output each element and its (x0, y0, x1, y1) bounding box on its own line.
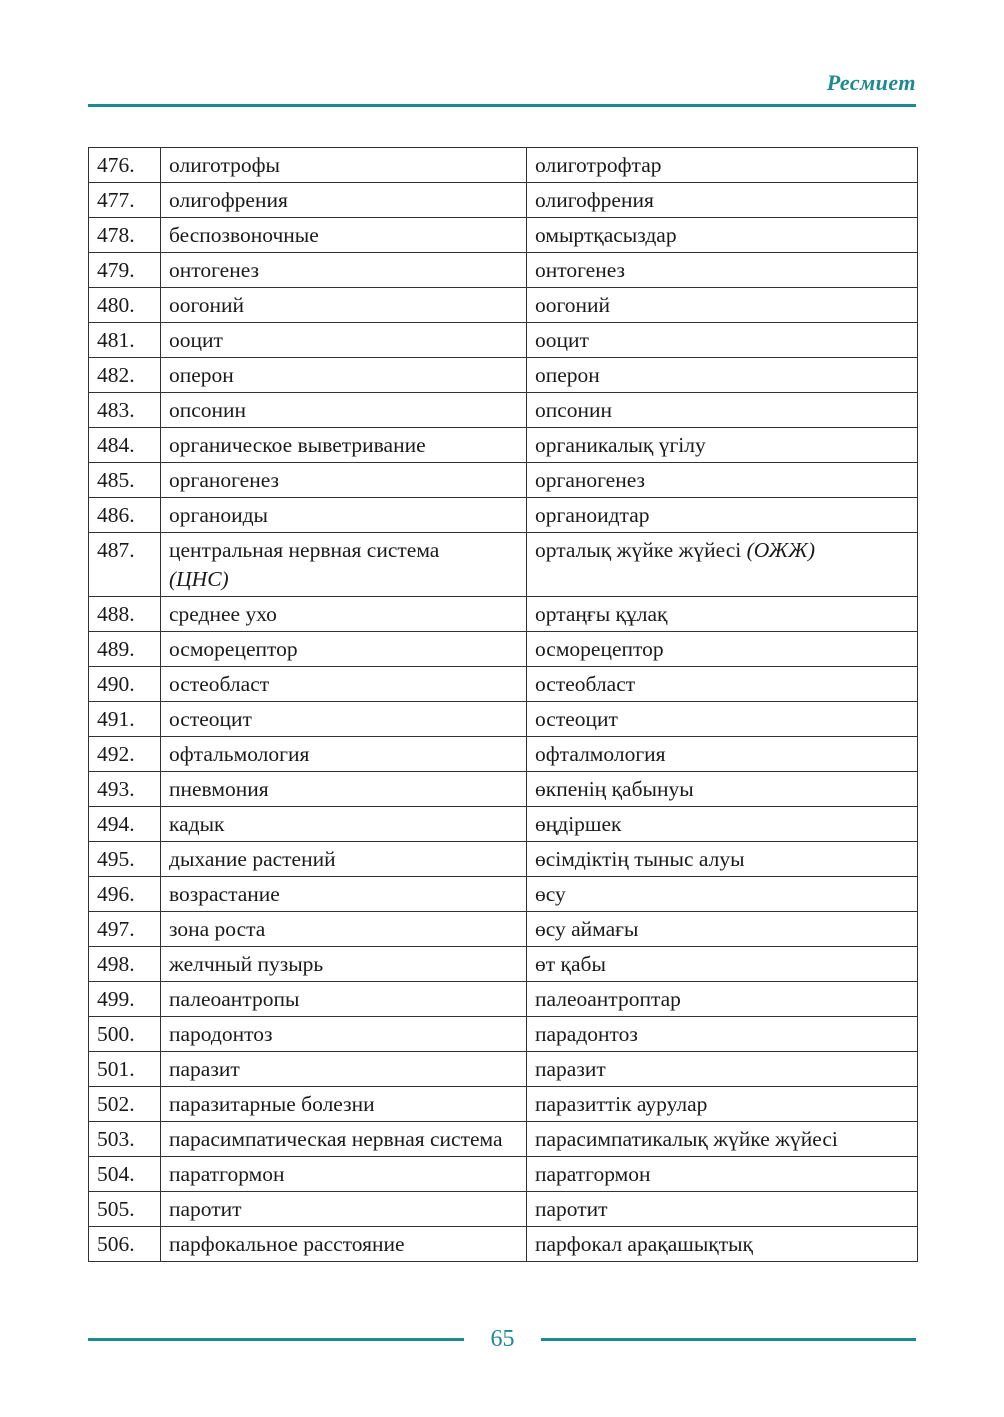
term-russian-text: паротит (169, 1197, 242, 1221)
term-russian-text: осморецептор (169, 637, 298, 661)
table-row (89, 428, 918, 463)
term-russian-text: среднее ухо (169, 602, 277, 626)
term-russian (161, 1157, 527, 1192)
term-kazakh (527, 1227, 918, 1262)
term-number: 495. (89, 842, 161, 877)
term-number: 480. (89, 288, 161, 323)
glossary-body (89, 148, 918, 1262)
term-kazakh (527, 183, 918, 218)
term-kazakh-text: парфокал арақашықтық (535, 1232, 753, 1256)
term-kazakh-text: осморецептор (535, 637, 664, 661)
term-number: 479. (89, 253, 161, 288)
term-russian (161, 498, 527, 533)
term-russian-text: олигофрения (169, 188, 288, 212)
term-russian-text: зона роста (169, 917, 266, 941)
term-russian (161, 877, 527, 912)
term-russian-text: палеоантропы (169, 987, 300, 1011)
term-kazakh-text: оперон (535, 363, 600, 387)
term-russian-text: беспозвоночные (169, 223, 319, 247)
term-russian-text: органическое выветривание (169, 433, 426, 457)
term-russian (161, 842, 527, 877)
term-number: 491. (89, 702, 161, 737)
table-row (89, 807, 918, 842)
term-russian-text: онтогенез (169, 258, 259, 282)
term-russian (161, 288, 527, 323)
term-number: 501. (89, 1052, 161, 1087)
term-number: 481. (89, 323, 161, 358)
term-kazakh (527, 772, 918, 807)
term-russian-text: центральная нервная система (169, 538, 440, 562)
term-kazakh-text: олигофрения (535, 188, 654, 212)
table-row (89, 702, 918, 737)
term-kazakh (527, 1157, 918, 1192)
term-number: 505. (89, 1192, 161, 1227)
term-kazakh (527, 323, 918, 358)
table-row (89, 183, 918, 218)
term-number: 490. (89, 667, 161, 702)
term-russian (161, 183, 527, 218)
term-number: 476. (89, 148, 161, 183)
term-kazakh-text: өсімдіктің тыныс алуы (535, 847, 745, 871)
table-row (89, 498, 918, 533)
table-row (89, 982, 918, 1017)
term-number: 487. (89, 533, 161, 597)
term-russian (161, 253, 527, 288)
term-russian (161, 1192, 527, 1227)
term-kazakh-text: омыртқасыздар (535, 223, 677, 247)
term-number: 492. (89, 737, 161, 772)
term-russian-text: парфокальное расстояние (169, 1232, 405, 1256)
table-row (89, 737, 918, 772)
table-row (89, 1122, 918, 1157)
term-kazakh (527, 1122, 918, 1157)
glossary-table (88, 147, 918, 1262)
term-kazakh-text: паразит (535, 1057, 606, 1081)
term-kazakh-text: ооцит (535, 328, 589, 352)
table-row (89, 323, 918, 358)
header-rule (88, 104, 916, 107)
term-kazakh (527, 463, 918, 498)
term-russian (161, 358, 527, 393)
term-kazakh-text: өкпенің қабынуы (535, 777, 694, 801)
term-kazakh (527, 842, 918, 877)
term-russian-text: офтальмология (169, 742, 310, 766)
footer-rule-right (541, 1338, 916, 1341)
table-row (89, 358, 918, 393)
term-kazakh-text: остеобласт (535, 672, 636, 696)
term-number: 504. (89, 1157, 161, 1192)
table-row (89, 148, 918, 183)
term-kazakh (527, 667, 918, 702)
term-kazakh (527, 1192, 918, 1227)
term-kazakh-text: паротит (535, 1197, 608, 1221)
table-row (89, 533, 918, 597)
term-russian-text: остеоцит (169, 707, 252, 731)
term-kazakh (527, 702, 918, 737)
term-kazakh (527, 253, 918, 288)
term-number: 485. (89, 463, 161, 498)
table-row (89, 947, 918, 982)
term-russian (161, 463, 527, 498)
term-russian-text: возрастание (169, 882, 280, 906)
table-row (89, 393, 918, 428)
term-kazakh-text: палеоантроптар (535, 987, 681, 1011)
term-russian-text: паратгормон (169, 1162, 285, 1186)
term-kazakh (527, 632, 918, 667)
term-kazakh-text: органогенез (535, 468, 645, 492)
term-kazakh (527, 218, 918, 253)
table-row (89, 1052, 918, 1087)
term-russian (161, 982, 527, 1017)
term-kazakh-text: өт қабы (535, 952, 606, 976)
term-russian-text: остеобласт (169, 672, 270, 696)
term-russian (161, 667, 527, 702)
table-row (89, 253, 918, 288)
term-russian-text: органоиды (169, 503, 269, 527)
term-kazakh (527, 358, 918, 393)
term-kazakh (527, 1087, 918, 1122)
term-kazakh (527, 393, 918, 428)
term-kazakh (527, 877, 918, 912)
footer-rule-left (88, 1338, 464, 1341)
term-number: 484. (89, 428, 161, 463)
section-title: Ресмиет (826, 70, 916, 95)
term-number: 493. (89, 772, 161, 807)
term-kazakh-text: өсу аймағы (535, 917, 639, 941)
term-russian (161, 148, 527, 183)
term-russian-text: органогенез (169, 468, 279, 492)
term-russian-text: пародонтоз (169, 1022, 273, 1046)
term-russian (161, 218, 527, 253)
term-russian-text: опсонин (169, 398, 247, 422)
term-kazakh (527, 737, 918, 772)
term-number: 502. (89, 1087, 161, 1122)
table-row (89, 667, 918, 702)
term-kazakh (527, 1052, 918, 1087)
table-row (89, 877, 918, 912)
table-row (89, 632, 918, 667)
term-kazakh (527, 912, 918, 947)
term-kazakh-text: органикалық үгілу (535, 433, 706, 457)
term-kazakh-text: өңдіршек (535, 812, 622, 836)
term-number: 497. (89, 912, 161, 947)
term-kazakh-abbreviation: (ОЖЖ) (746, 538, 816, 562)
term-number: 489. (89, 632, 161, 667)
term-kazakh (527, 533, 918, 597)
term-number: 483. (89, 393, 161, 428)
term-russian (161, 1087, 527, 1122)
term-russian (161, 323, 527, 358)
term-kazakh (527, 428, 918, 463)
term-kazakh-text: онтогенез (535, 258, 625, 282)
term-russian (161, 428, 527, 463)
term-kazakh-text: парасимпатикалық жүйке жүйесі (535, 1127, 838, 1151)
term-russian (161, 1017, 527, 1052)
term-number: 503. (89, 1122, 161, 1157)
term-russian-text: паразит (169, 1057, 240, 1081)
term-russian (161, 632, 527, 667)
term-number: 482. (89, 358, 161, 393)
term-kazakh (527, 597, 918, 632)
term-russian (161, 533, 527, 597)
term-russian-text: дыхание растений (169, 847, 336, 871)
term-number: 506. (89, 1227, 161, 1262)
table-row (89, 218, 918, 253)
term-kazakh-text: парадонтоз (535, 1022, 638, 1046)
table-row (89, 772, 918, 807)
term-kazakh-text: органоидтар (535, 503, 650, 527)
term-russian-text: паразитарные болезни (169, 1092, 375, 1116)
table-row (89, 1192, 918, 1227)
term-russian-text: парасимпатическая нервная система (169, 1127, 503, 1151)
term-kazakh-text: офталмология (535, 742, 666, 766)
term-kazakh-text: олиготрофтар (535, 153, 662, 177)
term-russian (161, 807, 527, 842)
term-number: 500. (89, 1017, 161, 1052)
term-number: 499. (89, 982, 161, 1017)
term-number: 496. (89, 877, 161, 912)
term-russian-text: олиготрофы (169, 153, 280, 177)
table-row (89, 842, 918, 877)
term-russian (161, 772, 527, 807)
term-number: 477. (89, 183, 161, 218)
term-number: 498. (89, 947, 161, 982)
term-russian (161, 912, 527, 947)
term-kazakh (527, 1017, 918, 1052)
table-row (89, 1227, 918, 1262)
term-kazakh-text: паратгормон (535, 1162, 651, 1186)
table-row (89, 463, 918, 498)
term-russian-text: кадык (169, 812, 225, 836)
term-kazakh (527, 982, 918, 1017)
table-row (89, 1017, 918, 1052)
term-number: 488. (89, 597, 161, 632)
term-russian (161, 393, 527, 428)
table-row (89, 912, 918, 947)
table-row (89, 1157, 918, 1192)
term-russian (161, 947, 527, 982)
term-kazakh-text: остеоцит (535, 707, 618, 731)
term-number: 486. (89, 498, 161, 533)
term-russian-text: оперон (169, 363, 234, 387)
term-russian (161, 1227, 527, 1262)
term-kazakh-text: орталық жүйке жүйесі (535, 538, 742, 562)
term-russian-abbreviation: (ЦНС) (169, 567, 229, 591)
term-russian-text: пневмония (169, 777, 269, 801)
term-russian-text: оогоний (169, 293, 245, 317)
term-russian (161, 1052, 527, 1087)
table-row (89, 1087, 918, 1122)
term-kazakh (527, 498, 918, 533)
term-kazakh-text: ортаңғы құлақ (535, 602, 668, 626)
term-kazakh-text: оогоний (535, 293, 611, 317)
table-row (89, 597, 918, 632)
term-kazakh-text: опсонин (535, 398, 613, 422)
table-row (89, 288, 918, 323)
term-kazakh-text: өсу (535, 882, 566, 906)
term-kazakh (527, 148, 918, 183)
term-russian (161, 702, 527, 737)
term-russian (161, 737, 527, 772)
term-russian-text: желчный пузырь (169, 952, 324, 976)
term-kazakh (527, 947, 918, 982)
term-number: 494. (89, 807, 161, 842)
page-number: 65 (490, 1326, 515, 1352)
term-kazakh (527, 807, 918, 842)
term-russian (161, 597, 527, 632)
term-number: 478. (89, 218, 161, 253)
term-kazakh (527, 288, 918, 323)
term-kazakh-text: паразиттік аурулар (535, 1092, 708, 1116)
term-russian-text: ооцит (169, 328, 223, 352)
term-russian (161, 1122, 527, 1157)
